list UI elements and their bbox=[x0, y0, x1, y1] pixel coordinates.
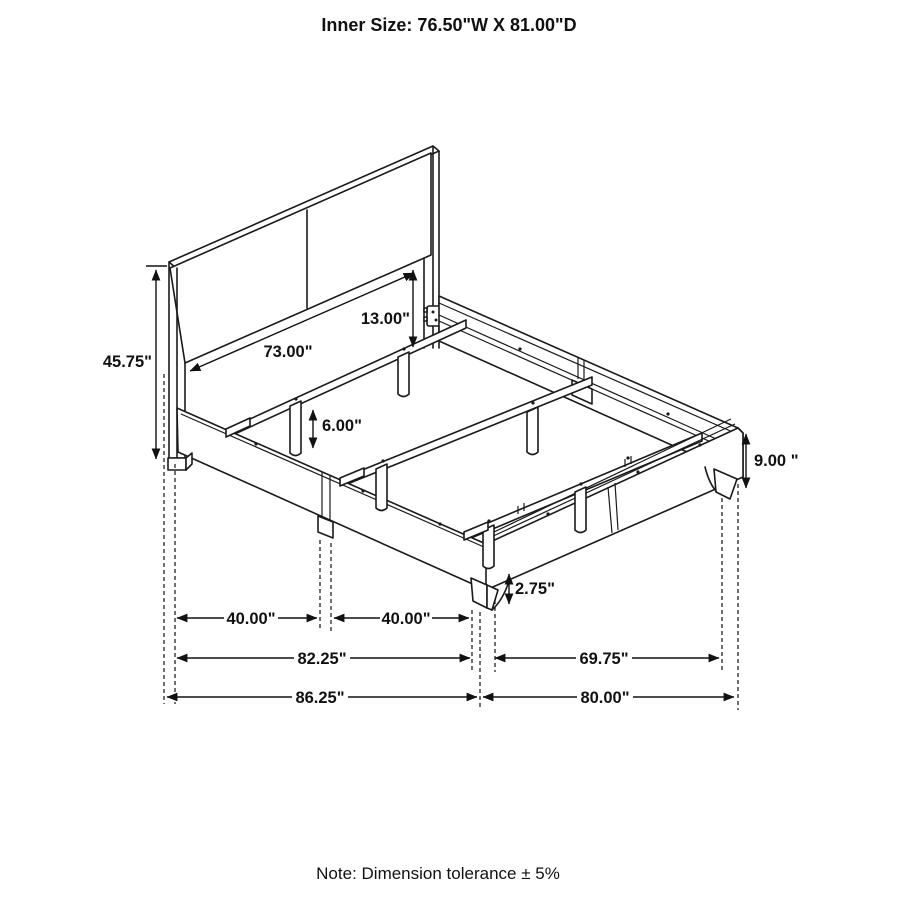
headboard-post-foot bbox=[168, 453, 192, 470]
dim-rail-height bbox=[746, 434, 799, 488]
dim-label: 45.75" bbox=[102, 353, 152, 371]
page-title: Inner Size: 76.50"W X 81.00"D bbox=[321, 15, 577, 35]
headboard-panel bbox=[170, 153, 431, 363]
dim-label: 6.00" bbox=[322, 417, 362, 435]
tolerance-note: Note: Dimension tolerance ± 5% bbox=[316, 864, 560, 883]
dim-span-82 bbox=[177, 650, 470, 668]
dim-foot-leg bbox=[509, 574, 555, 604]
dim-label: 2.75" bbox=[515, 580, 555, 598]
dim-label: 82.25" bbox=[297, 650, 347, 668]
headboard bbox=[169, 146, 443, 458]
dim-span-69 bbox=[495, 650, 719, 668]
dim-label: 86.25" bbox=[295, 689, 345, 707]
dim-label: 69.75" bbox=[579, 650, 629, 668]
dim-label: 73.00" bbox=[263, 343, 313, 361]
dim-label: 9.00 " bbox=[754, 452, 799, 470]
dim-label: 80.00" bbox=[580, 689, 630, 707]
dim-slat-leg bbox=[313, 410, 362, 448]
slat-2-end-tab bbox=[340, 468, 364, 486]
dim-label: 40.00" bbox=[381, 610, 431, 628]
dim-span-40-right bbox=[334, 610, 469, 628]
dim-label: 13.00" bbox=[360, 310, 410, 328]
dim-span-40-left bbox=[177, 610, 317, 628]
dim-span-80 bbox=[483, 689, 734, 707]
dim-label: 40.00" bbox=[226, 610, 276, 628]
dim-headboard-height bbox=[103, 266, 167, 459]
dim-span-86 bbox=[167, 689, 477, 707]
